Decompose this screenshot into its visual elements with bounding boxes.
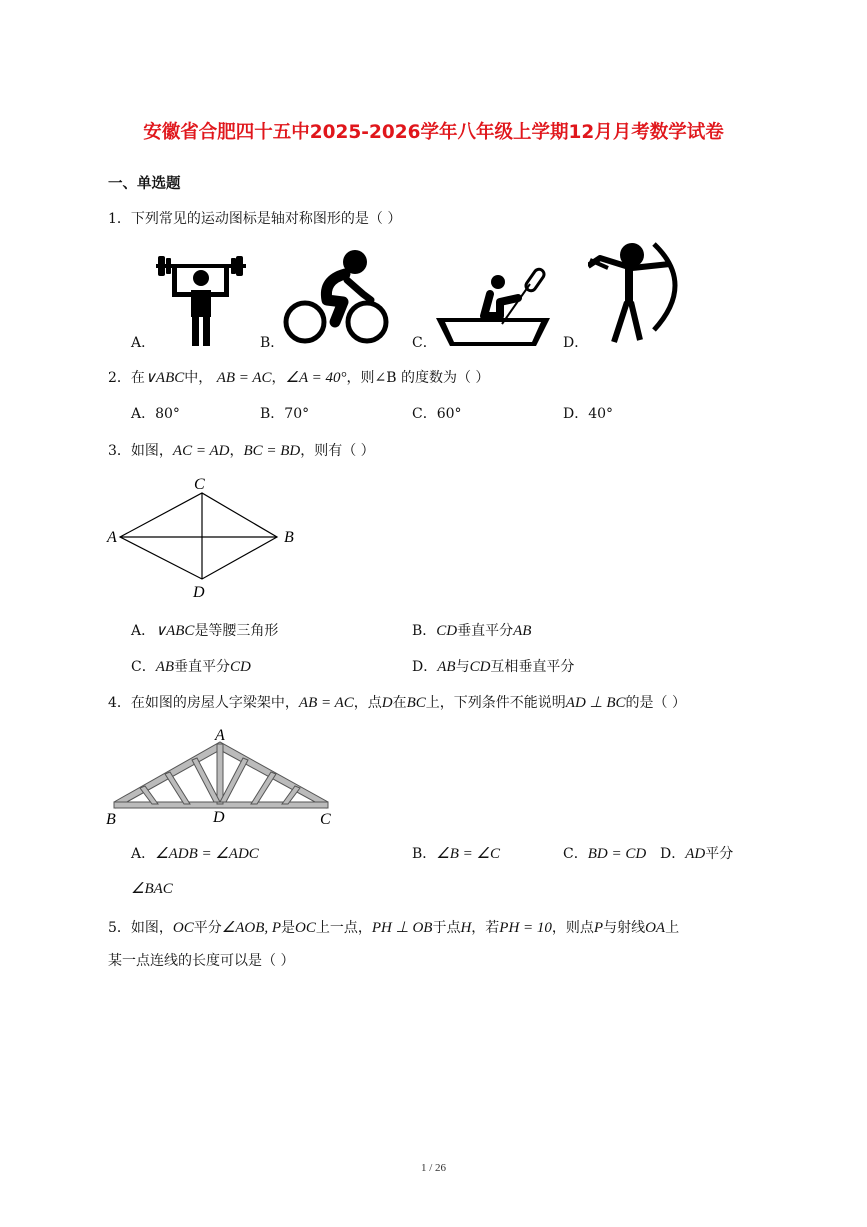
q3-label-b: B xyxy=(284,529,294,546)
q4-option-d-angle: ∠BAC xyxy=(131,881,173,897)
q5-t1: 平分 xyxy=(193,920,222,936)
q2-triangle: ∨ABC xyxy=(144,370,185,386)
q5-t4: 于点 xyxy=(432,920,461,936)
q2-mid: 中， xyxy=(184,370,213,386)
q4-option-a-math: ∠ADB = ∠ADC xyxy=(155,846,259,862)
q1-option-b: B． xyxy=(260,335,285,351)
q3-option-b-text: 垂直平分 xyxy=(457,623,514,639)
q5-m6: PH = 10 xyxy=(499,920,552,936)
q4-option-d-math: AD xyxy=(685,846,706,862)
q4-mid2: 在 xyxy=(392,695,407,711)
archery-icon xyxy=(588,238,692,344)
q5-m3: OC xyxy=(295,920,316,936)
q4-option-d-text: 平分 xyxy=(705,846,734,862)
q3-label-d: D xyxy=(193,584,205,601)
q5-m4: PH ⊥ OB xyxy=(371,920,433,936)
q3-condition-2: BC = BD xyxy=(243,443,301,459)
q1-option-a: A． xyxy=(131,335,156,351)
q5-m5: H xyxy=(460,920,472,936)
q5-m8: OA xyxy=(645,920,666,936)
q5-m7: P xyxy=(593,920,604,936)
q3-option-b xyxy=(412,620,531,640)
q2-option-d: D．40° xyxy=(563,406,614,422)
q3-option-b-label: B． xyxy=(412,623,437,639)
q3-option-d-label: D． xyxy=(412,659,438,675)
q1-option-c: C． xyxy=(412,335,437,351)
q3-option-d xyxy=(412,656,574,676)
q4-segment-bc: BC xyxy=(406,695,426,711)
q4-option-d-continued xyxy=(131,879,173,898)
q3-option-d-text2: 互相垂直平分 xyxy=(490,659,575,675)
q5-m1: OC xyxy=(172,920,194,936)
q2-stem xyxy=(108,367,489,387)
q3-option-b-math1: CD xyxy=(436,623,458,639)
q4-mid1: ，点 xyxy=(353,695,382,711)
q5-stem-line2: 某一点连线的长度可以是（ ） xyxy=(108,953,295,969)
q5-t6: ，则点 xyxy=(551,920,594,936)
q4-option-c-math: BD = CD xyxy=(587,846,647,862)
cycling-icon xyxy=(283,244,393,344)
q3-figure xyxy=(100,472,310,602)
q5-t8: 上 xyxy=(665,920,680,936)
q4-option-c-label: C． xyxy=(563,846,588,862)
q3-option-c xyxy=(131,656,251,676)
q4-truss-figure xyxy=(100,724,350,830)
q5-t5: ，若 xyxy=(471,920,500,936)
q3-option-a-label: A． xyxy=(131,623,156,639)
q2-prefix: 2．在 xyxy=(108,370,145,386)
q4-label-a: A xyxy=(215,727,225,744)
q4-label-b: B xyxy=(106,811,116,828)
q3-label-c: C xyxy=(194,476,205,493)
q3-sep: ， xyxy=(229,443,244,459)
q5-t3: 上一点， xyxy=(315,920,372,936)
q1-option-d: D． xyxy=(563,335,589,351)
q3-option-d-text1: 与 xyxy=(455,659,470,675)
q4-option-a xyxy=(131,843,259,863)
rowing-icon xyxy=(436,266,552,348)
q2-option-b: B．70° xyxy=(260,406,310,422)
q3-option-a-math: ∨ABC xyxy=(155,623,195,639)
q5-t7: 与射线 xyxy=(603,920,646,936)
q4-option-b-math: ∠B = ∠C xyxy=(436,846,500,862)
q3-tail: ，则有（ ） xyxy=(300,443,375,459)
weightlifting-icon xyxy=(152,250,250,348)
q5-prefix: 5．如图， xyxy=(108,920,173,936)
q4-stem xyxy=(108,692,686,712)
q2-condition-1: AB = AC xyxy=(216,370,272,386)
q3-prefix: 3．如图， xyxy=(108,443,173,459)
q4-label-d: D xyxy=(213,809,225,826)
q2-tail: ，则∠B 的度数为（ ） xyxy=(346,370,490,386)
section-heading: 一、单选题 xyxy=(108,176,181,192)
q4-option-d-label: D． xyxy=(660,846,686,862)
page-number: 1 / 26 xyxy=(420,1162,447,1174)
q3-option-d-math2: CD xyxy=(469,659,491,675)
q3-label-a: A xyxy=(107,529,117,546)
q4-option-b-label: B． xyxy=(412,846,437,862)
q3-option-c-math1: AB xyxy=(155,659,175,675)
q2-sep: ， xyxy=(271,370,286,386)
q3-option-d-math1: AB xyxy=(437,659,456,675)
q4-prefix: 4．在如图的房屋人字梁架中， xyxy=(108,695,299,711)
q3-option-b-math2: AB xyxy=(513,623,532,639)
q4-tail: 的是（ ） xyxy=(625,695,686,711)
q3-option-a-text: 是等腰三角形 xyxy=(194,623,279,639)
q4-option-c xyxy=(563,843,646,863)
q4-mid3: 上，下列条件不能说明 xyxy=(425,695,566,711)
q4-label-c: C xyxy=(320,811,331,828)
q1-stem: 1．下列常见的运动图标是轴对称图形的是（ ） xyxy=(108,211,402,227)
q3-option-c-label: C． xyxy=(131,659,156,675)
q3-option-c-text: 垂直平分 xyxy=(174,659,231,675)
q2-condition-2: ∠A = 40° xyxy=(285,370,347,386)
q5-t2: 是 xyxy=(281,920,296,936)
q2-option-c: C．60° xyxy=(412,406,462,422)
page-title: 安徽省合肥四十五中2025-2026学年八年级上学期12月月考数学试卷 xyxy=(143,122,724,143)
q4-perp: AD ⊥ BC xyxy=(565,695,626,711)
q5-stem xyxy=(108,917,679,937)
q5-m2: ∠AOB, P xyxy=(221,920,282,936)
q4-point-d: D xyxy=(381,695,393,711)
q3-stem xyxy=(108,440,375,460)
q4-condition: AB = AC xyxy=(298,695,354,711)
q2-option-a: A．80° xyxy=(131,406,180,422)
q4-option-b xyxy=(412,843,500,863)
q4-option-d xyxy=(660,843,733,863)
q4-option-a-label: A． xyxy=(131,846,156,862)
q3-option-c-math2: CD xyxy=(230,659,251,675)
q3-condition-1: AC = AD xyxy=(172,443,230,459)
q3-option-a xyxy=(131,620,278,640)
